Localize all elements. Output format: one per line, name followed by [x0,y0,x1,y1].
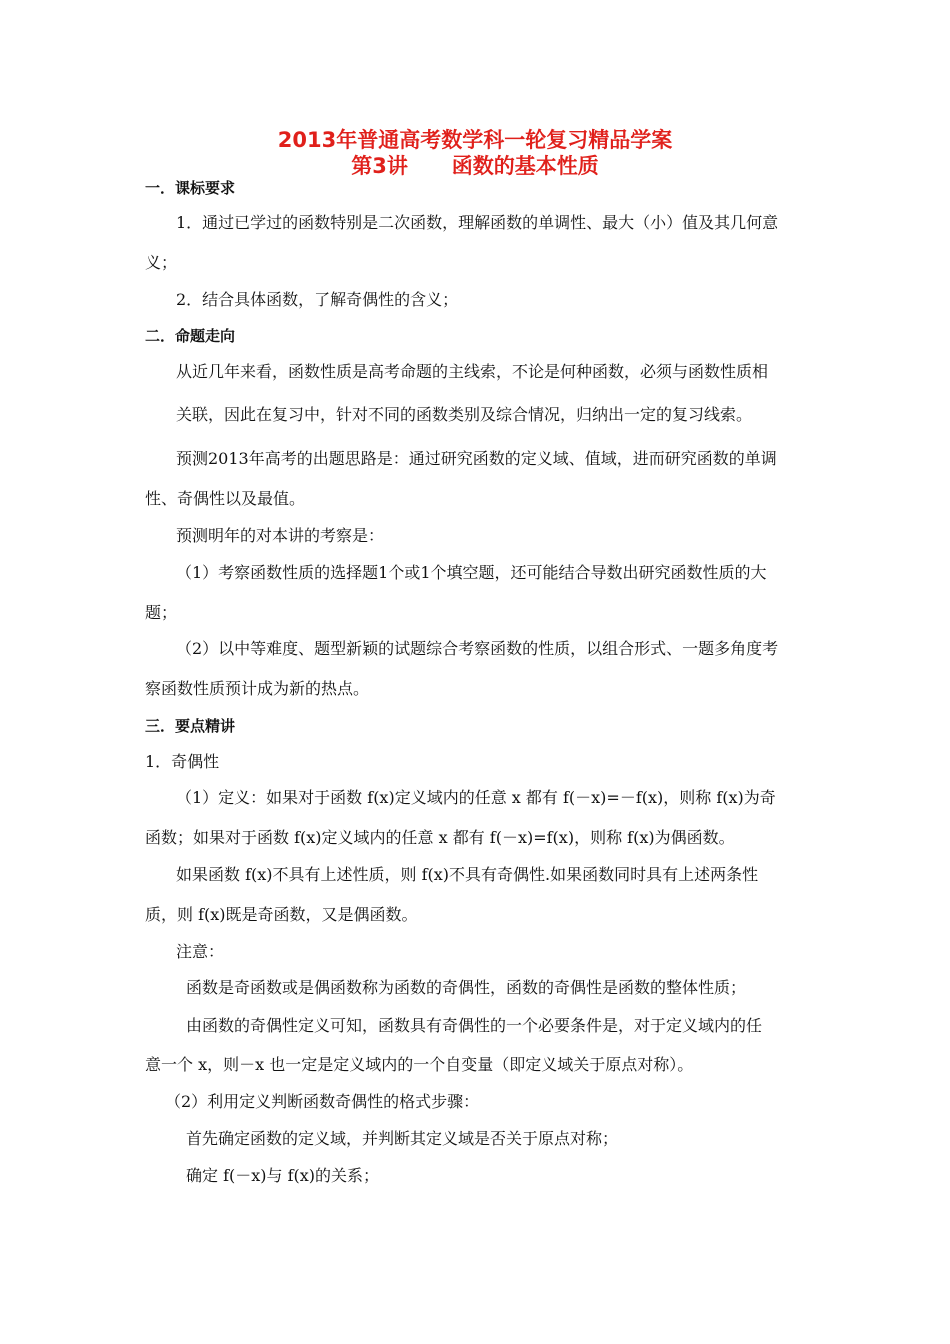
paragraph-line: 题； [145,603,178,622]
paragraph-line: 函数；如果对于函数 f(x)定义域内的任意 x 都有 f(－x)=f(x)，则称 f(x)为偶函数。 [145,828,735,847]
document-title: 2013年普通高考数学科一轮复习精品学案 [277,128,673,152]
paragraph-line: 2．结合具体函数，了解奇偶性的含义； [176,290,459,309]
paragraph-line: 注意： [176,942,225,961]
paragraph-line: 关联，因此在复习中，针对不同的函数类别及综合情况，归纳出一定的复习线索。 [176,405,753,424]
paragraph-line: 1．通过已学过的函数特别是二次函数，理解函数的单调性、最大（小）值及其几何意 [176,213,779,232]
paragraph-line: 首先确定函数的定义域，并判断其定义域是否关于原点对称； [186,1129,619,1148]
paragraph-line: 质，则 f(x)既是奇函数，又是偶函数。 [145,905,418,924]
paragraph-line: 如果函数 f(x)不具有上述性质，则 f(x)不具有奇偶性.如果函数同时具有上述两条性 [176,865,759,884]
paragraph-line: （1）考察函数性质的选择题1个或1个填空题，还可能结合导数出研究函数性质的大 [176,563,767,582]
paragraph-line: （2）利用定义判断函数奇偶性的格式步骤： [165,1092,480,1111]
paragraph-line: 意一个 x，则－x 也一定是定义域内的一个自变量（即定义域关于原点对称）。 [145,1055,694,1074]
paragraph-line: 义； [145,253,178,272]
paragraph-line: 1．奇偶性 [145,752,220,771]
paragraph-line: （2）以中等难度、题型新颖的试题综合考察函数的性质，以组合形式、一题多角度考 [176,639,779,658]
lecture-subtitle: 第3讲 函数的基本性质 [351,154,599,178]
paragraph-line: 从近几年来看，函数性质是高考命题的主线索，不论是何种函数，必须与函数性质相 [176,362,769,381]
section-heading-trends: 二．命题走向 [145,327,236,345]
paragraph-line: 预测2013年高考的出题思路是：通过研究函数的定义域、值域，进而研究函数的单调 [176,449,777,468]
paragraph-line: 预测明年的对本讲的考察是： [176,526,385,545]
paragraph-line: 函数是奇函数或是偶函数称为函数的奇偶性，函数的奇偶性是函数的整体性质； [186,978,747,997]
paragraph-line: 性、奇偶性以及最值。 [145,489,306,508]
paragraph-line: 察函数性质预计成为新的热点。 [145,679,370,698]
paragraph-line: 确定 f(－x)与 f(x)的关系； [186,1166,380,1185]
paragraph-line: 由函数的奇偶性定义可知，函数具有奇偶性的一个必要条件是，对于定义域内的任 [186,1016,763,1035]
section-heading-key-points: 三．要点精讲 [145,717,236,735]
paragraph-line: （1）定义：如果对于函数 f(x)定义域内的任意 x 都有 f(－x)=－f(x)，则称 f(x)为奇 [176,788,776,807]
section-heading-requirements: 一．课标要求 [145,179,236,197]
